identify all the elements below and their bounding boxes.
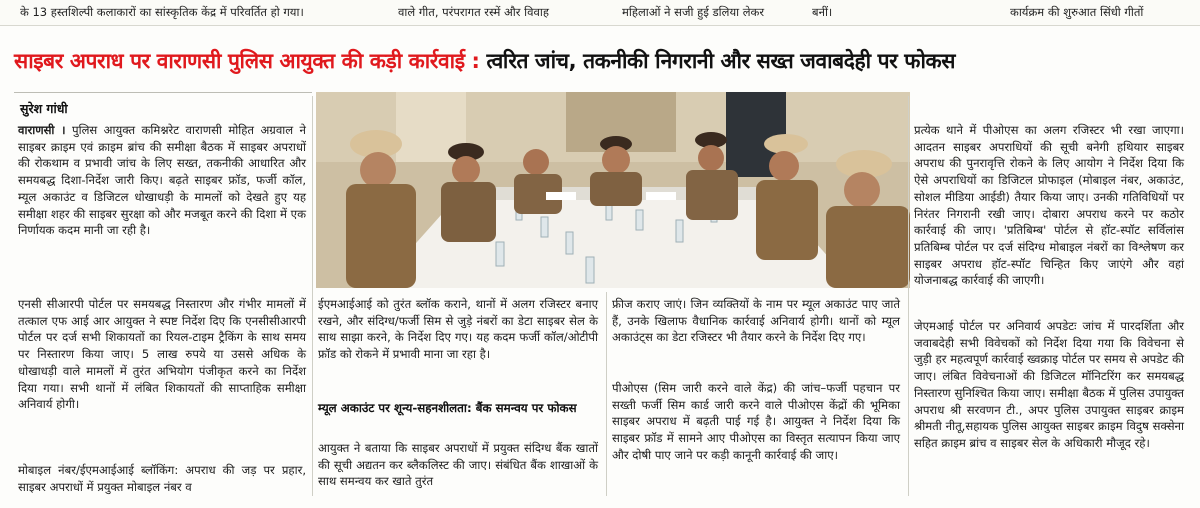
strip-text-3: महिलाओं ने सजी हुई डलिया लेकर (622, 5, 765, 19)
column-divider (312, 96, 313, 496)
dateline: वाराणसी । (18, 123, 66, 137)
strip-text-5: कार्यक्रम की शुरुआत सिंधी गीतों (1010, 5, 1144, 19)
col2-para2: आयुक्त ने बताया कि साइबर अपराधों में प्रयुक्त संदिग्ध बैंक खातों की सूची अद्यतन कर ब्लैकलिस्ट की जाए। संबंधित बैंक शाखाओं के साथ समन्वय कर खाते तुरंत (318, 441, 598, 489)
col2-subhead: म्यूल अकाउंट पर शून्य-सहनशीलता: बैंक समन्वय पर फोकस (318, 401, 577, 415)
meeting-photo (316, 92, 910, 288)
col1-para2: एनसी सीआरपी पोर्टल पर समयबद्ध निस्तारण और गंभीर मामलों में तत्काल एफ आई आर आयुक्त ने स्पष्ट निर्देश दिए कि एनसीसीआरपी पोर्टल पर दर्ज सभी शिकायतों का रियल-टाइम ट्रैकिंग के साथ समय पर निस्तारण किया जाए। 5 लाख रुपये या उससे अधिक के धोखाधड़ी वाले मामलों में तुरंत अभियोग पंजीकृत करने का निर्देश दिया गया। सभी थानों में लंबित शिकायतों की साप्ताहिक समीक्षा अनिवार्य होगी। (18, 297, 306, 412)
col1-para1 (18, 122, 306, 239)
column-divider (908, 96, 909, 496)
col3-para1: फ्रीज कराए जाएं। जिन व्यक्तियों के नाम पर म्यूल अकाउंट पाए जाते हैं, उनके खिलाफ वैधानिक कार्रवाई अनिवार्य होगी। थानों को म्यूल अकाउंट्स का डेटा रजिस्टर भी तैयार करने के निर्देश दिए गए। (612, 297, 900, 345)
column-divider (606, 292, 607, 496)
byline-rule (14, 92, 312, 93)
col2-para1: ईएमआईआई को तुरंत ब्लॉक कराने, थानों में अलग रजिस्टर बनाए रखने, और संदिग्ध/फर्जी सिम से जुड़े नंबरों का डेटा साइबर सेल के साथ साझा करने, के निर्देश दिए गए। यह कदम फर्जी कॉल/ओटीपी फ्रॉड को रोकने में प्रभावी माना जा रहा है। (318, 297, 598, 362)
previous-article-strip (0, 0, 1200, 26)
strip-text-1: के 13 हस्तशिल्पी कलाकारों का सांस्कृतिक केंद्र में परिवर्तित हो गया। (20, 5, 304, 19)
col4-para2: जेएमआई पोर्टल पर अनिवार्य अपडेटः जांच में पारदर्शिता और जवाबदेही सभी विवेचकों को निर्देश दिया गया कि विवेचना से जुड़ी हर महत्वपूर्ण कार्रवाई ख्वक्राइ पोर्टल पर समय से अपडेट की जाए। लंबित विवेचनाओं की डिजिटल मॉनिटरिंग कर समयबद्ध निस्तारण सुनिश्चित किया जाए। समीक्षा बैठक में पुलिस उपायुक्त अपराध श्री सरवणन टी., अपर पुलिस उपायुक्त साइबर क्राइम श्रीमती नीतू,सहायक पुलिस आयुक्त साइबर क्राइम विदुष सक्सेना सहित क्राइम ब्रांच व साइबर सेल के अधिकारी मौजूद रहे। (914, 319, 1184, 450)
byline: सुरेश गांधी (20, 101, 68, 116)
strip-text-2: वाले गीत, परंपरागत रस्में और विवाह (398, 5, 549, 19)
headline (14, 38, 1190, 84)
strip-text-4: बनीं। (812, 5, 833, 19)
col4-para1: प्रत्येक थाने में पीओएस का अलग रजिस्टर भी रखा जाएगा। आदतन साइबर अपराधियों की सूची बनेगी हथियार साइबर अपराध की पुनरावृत्ति रोकने के लिए आयोग ने निर्देश दिया कि ऐसे अपराधियों का डिजिटल प्रोफाइल (मोबाइल नंबर, अकाउंट, सोशल मीडिया आईडी) तैयार किया जाए। उनकी गतिविधियों पर निरंतर निगरानी रखी जाए। दोबारा अपराध करने पर कठोर कार्रवाई की जाए। 'प्रतिबिम्ब' पोर्टल से हॉट-स्पॉट सर्विलांस प्रतिबिम्ब पोर्टल पर दर्ज संदिग्ध मोबाइल नंबरों का विश्लेषण कर साइबर अपराध हॉट-स्पॉट चिन्हित किए जाएंगे और वहां योजनाबद्ध कार्रवाई की जाएगी। (914, 123, 1184, 288)
col1-para1-text: पुलिस आयुक्त कमिश्नरेट वाराणसी मोहित अग्रवाल ने साइबर क्राइम एवं क्राइम ब्रांच की समीक्षा बैठक में साइबर अपराधों की रोकथाम व प्रभावी जांच के लिए सख्त, तकनीकी आधारित और समयबद्ध दिशा-निर्देश जारी किए। बढ़ते साइबर फ्रॉड, फर्जी कॉल, म्यूल अकाउंट व डिजिटल धोखाधड़ी के मामलों को देखते हुए यह समीक्षा शहर की साइबर सुरक्षा को और मजबूत करने की दिशा में एक निर्णायक कदम मानी जा रही है। (18, 123, 306, 238)
col1-para3: मोबाइल नंबर/ईएमआईआई ब्लॉकिंग: अपराध की जड़ पर प्रहार, साइबर अपराधों में प्रयुक्त मोबाइल नंबर व (18, 463, 306, 494)
col3-para2: पीओएस (सिम जारी करने वाले केंद्र) की जांच–फर्जी पहचान पर सख्ती फर्जी सिम कार्ड जारी करने वाले पीओएस केंद्रों की भूमिका साइबर अपराध में बढ़ती पाई गई है। आयुक्त ने निर्देश दिया कि साइबर फ्रॉड में सामने आए पीओएस का विस्तृत सत्यापन किया जाए और दोषी पाए जाने पर कड़ी कानूनी कार्रवाई की जाए। (612, 381, 900, 462)
headline-red: साइबर अपराध पर वाराणसी पुलिस आयुक्त की कड़ी कार्रवाई : (14, 49, 480, 73)
headline-black: त्वरित जांच, तकनीकी निगरानी और सख्त जवाबदेही पर फोकस (486, 49, 956, 73)
meeting-photo-icon (316, 92, 910, 288)
